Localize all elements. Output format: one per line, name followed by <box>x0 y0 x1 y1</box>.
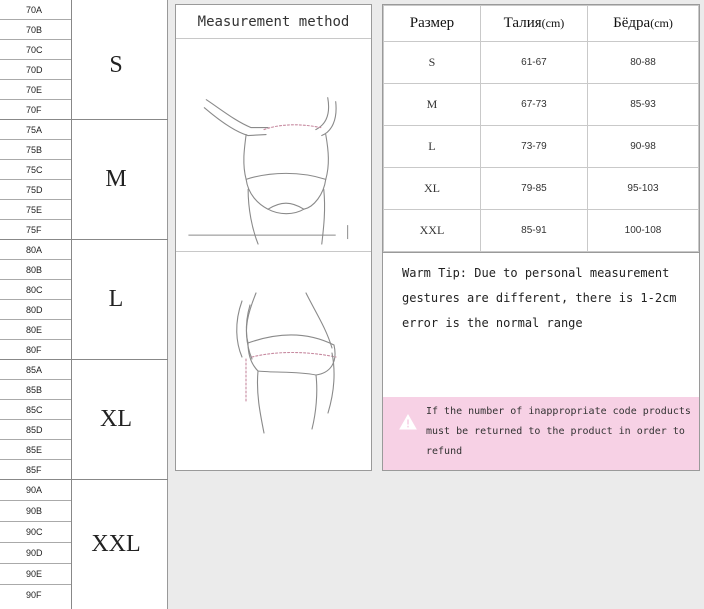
size-letter <box>72 0 168 119</box>
size-letter-text: L <box>108 286 124 312</box>
size-letter-text: S <box>109 52 123 78</box>
table-row <box>384 168 699 210</box>
row-hips: 100-108 <box>588 210 699 252</box>
size-group-xl <box>0 360 168 480</box>
size-code: 85B <box>0 380 71 400</box>
row-hips: 90-98 <box>588 126 699 168</box>
band-cup-codes <box>0 480 72 609</box>
size-letter <box>72 120 168 239</box>
row-size: L <box>384 126 481 168</box>
row-size: XXL <box>384 210 481 252</box>
row-waist: 79-85 <box>480 168 587 210</box>
size-code: 90D <box>0 543 71 564</box>
table-row <box>384 126 699 168</box>
size-code: 70E <box>0 80 71 100</box>
band-cup-codes <box>0 240 72 359</box>
size-letter <box>72 360 168 479</box>
size-code: 90B <box>0 501 71 522</box>
row-waist: 73-79 <box>480 126 587 168</box>
header-waist-label: Талия <box>503 15 542 31</box>
size-group-l <box>0 240 168 360</box>
row-size: S <box>384 42 481 84</box>
size-code: 80E <box>0 320 71 340</box>
return-warning-text: If the number of inappropriate code products must be returned to the product in order to refund <box>426 406 691 457</box>
row-hips: 85-93 <box>588 84 699 126</box>
row-waist: 61-67 <box>480 42 587 84</box>
size-code: 85A <box>0 360 71 380</box>
band-cup-codes <box>0 0 72 119</box>
size-code: 90C <box>0 522 71 543</box>
row-hips: 80-88 <box>588 42 699 84</box>
size-code: 70D <box>0 60 71 80</box>
size-code: 80F <box>26 345 42 355</box>
size-code: 75D <box>0 180 71 200</box>
size-code: 75C <box>0 160 71 180</box>
warning-triangle-icon <box>399 414 417 430</box>
size-code: 80A <box>0 240 71 260</box>
bra-size-chart <box>0 0 168 609</box>
size-letter-text: M <box>105 166 127 192</box>
band-cup-codes <box>0 120 72 239</box>
size-code: 70B <box>0 20 71 40</box>
header-hips <box>588 6 699 42</box>
table-header-row <box>384 6 699 42</box>
size-code: 75F <box>26 225 42 235</box>
size-code: 90E <box>0 564 71 585</box>
row-waist: 67-73 <box>480 84 587 126</box>
size-letter-text: XL <box>100 406 132 432</box>
size-code: 85E <box>0 440 71 460</box>
hip-measure-figure-icon <box>176 253 371 470</box>
size-code: 90F <box>26 590 42 600</box>
size-code: 85D <box>0 420 71 440</box>
return-warning-banner <box>383 397 699 470</box>
row-size: XL <box>384 168 481 210</box>
size-code: 85C <box>0 400 71 420</box>
size-code: 75B <box>0 140 71 160</box>
waist-hip-size-table <box>383 5 699 252</box>
waist-measure-figure-icon <box>176 40 371 251</box>
header-waist <box>480 6 587 42</box>
size-code: 70F <box>26 105 42 115</box>
size-code: 85F <box>26 465 42 475</box>
warm-tip-text: Warm Tip: Due to personal measurement gestures are different, there is 1-2cm error is the normal range <box>402 266 677 330</box>
size-code: 70C <box>0 40 71 60</box>
size-code: 75E <box>0 200 71 220</box>
size-group-s <box>0 0 168 120</box>
table-row <box>384 84 699 126</box>
size-table-panel <box>382 4 700 253</box>
size-letter-text: XXL <box>91 531 141 557</box>
measurement-method-panel <box>175 4 372 471</box>
size-letter <box>72 480 168 609</box>
row-hips: 95-103 <box>588 168 699 210</box>
header-hips-label: Бёдра <box>613 15 651 31</box>
header-hips-unit: (cm) <box>650 16 673 30</box>
size-code: 75A <box>0 120 71 140</box>
table-row <box>384 42 699 84</box>
size-group-m <box>0 120 168 240</box>
row-size: M <box>384 84 481 126</box>
band-cup-codes <box>0 360 72 479</box>
size-letter <box>72 240 168 359</box>
measurement-method-title: Measurement method <box>176 5 371 39</box>
size-group-xxl <box>0 480 168 609</box>
header-size-label: Размер <box>409 15 455 31</box>
hip-measurement-illustration <box>176 253 371 470</box>
waist-measurement-illustration <box>176 40 371 252</box>
size-code: 90A <box>0 480 71 501</box>
size-code: 80B <box>0 260 71 280</box>
header-size <box>384 6 481 42</box>
size-code: 70A <box>0 0 71 20</box>
table-row <box>384 210 699 252</box>
size-code: 80D <box>0 300 71 320</box>
header-waist-unit: (cm) <box>541 16 565 30</box>
row-waist: 85-91 <box>480 210 587 252</box>
size-code: 80C <box>0 280 71 300</box>
tip-panel <box>382 253 700 471</box>
